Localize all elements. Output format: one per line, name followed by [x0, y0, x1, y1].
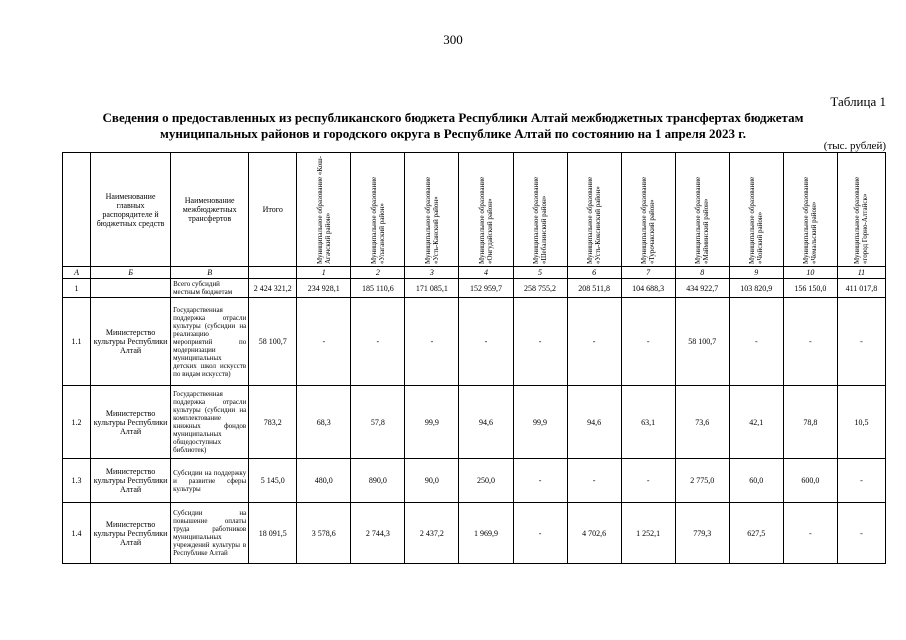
- header-municipality: Муниципальное образование «Усть-Коксинский район»: [567, 153, 621, 267]
- col-number: 4: [459, 267, 513, 279]
- value-cell: -: [513, 459, 567, 503]
- col-number: 2: [351, 267, 405, 279]
- total-cell: 5 145,0: [249, 459, 297, 503]
- value-cell: -: [837, 459, 885, 503]
- value-cell: -: [783, 503, 837, 564]
- value-cell: 58 100,7: [675, 298, 729, 386]
- document-title: [60, 110, 846, 142]
- ministry-cell: Министерство культуры Республики Алтай: [91, 503, 171, 564]
- header-ministry: Наименование главных распорядителе й бюджетных средств: [91, 153, 171, 267]
- value-cell: 3 578,6: [297, 503, 351, 564]
- header-municipality: Муниципальное образование «Кош-Агачский район»: [297, 153, 351, 267]
- transfer-name-cell: Субсидии на повышение оплаты труда работников муниципальных учреждений культуры в Республике Алтай: [171, 503, 249, 564]
- header-municipality: Муниципальное образование «Чойский район»: [729, 153, 783, 267]
- header-municipality: Муниципальное образование «Усть-Канский район»: [405, 153, 459, 267]
- value-cell: 1 252,1: [621, 503, 675, 564]
- value-cell: 171 085,1: [405, 279, 459, 298]
- header-municipality: Муниципальное образование «Улаганский район»: [351, 153, 405, 267]
- total-cell: 783,2: [249, 386, 297, 459]
- transfer-name-cell: Государственная поддержка отрасли культуры (субсидии на реализацию мероприятий по модернизации муниципальных детских школ искусств по видам искусств): [171, 298, 249, 386]
- row-number: 1.3: [63, 459, 91, 503]
- col-number: Б: [91, 267, 171, 279]
- ministry-cell: Министерство культуры Республики Алтай: [91, 298, 171, 386]
- ministry-cell: Министерство культуры Республики Алтай: [91, 459, 171, 503]
- value-cell: 890,0: [351, 459, 405, 503]
- header-municipality: Муниципальное образование «Шебалинский район»: [513, 153, 567, 267]
- value-cell: 250,0: [459, 459, 513, 503]
- value-cell: -: [297, 298, 351, 386]
- col-number: 10: [783, 267, 837, 279]
- value-cell: 99,9: [513, 386, 567, 459]
- value-cell: -: [621, 459, 675, 503]
- value-cell: 234 928,1: [297, 279, 351, 298]
- value-cell: -: [729, 298, 783, 386]
- transfer-name-cell: Субсидии на поддержку и развитие сферы культуры: [171, 459, 249, 503]
- total-cell: 58 100,7: [249, 298, 297, 386]
- value-cell: -: [567, 459, 621, 503]
- value-cell: 78,8: [783, 386, 837, 459]
- col-number: 9: [729, 267, 783, 279]
- value-cell: -: [513, 298, 567, 386]
- ministry-cell: [91, 279, 171, 298]
- value-cell: 2 744,3: [351, 503, 405, 564]
- value-cell: 57,8: [351, 386, 405, 459]
- header-municipality: Муниципальное образование «Турочакский район»: [621, 153, 675, 267]
- row-number: 1.1: [63, 298, 91, 386]
- value-cell: 434 922,7: [675, 279, 729, 298]
- header-municipality: Муниципальное образование «Майминский район»: [675, 153, 729, 267]
- value-cell: 68,3: [297, 386, 351, 459]
- value-cell: 627,5: [729, 503, 783, 564]
- value-cell: -: [405, 298, 459, 386]
- value-cell: -: [837, 503, 885, 564]
- table-label: Таблица 1: [830, 94, 886, 109]
- header-col-a: [63, 153, 91, 267]
- value-cell: 1 969,9: [459, 503, 513, 564]
- value-cell: 411 017,8: [837, 279, 885, 298]
- value-cell: -: [459, 298, 513, 386]
- value-cell: 10,5: [837, 386, 885, 459]
- value-cell: 99,9: [405, 386, 459, 459]
- page-number: 300: [443, 32, 463, 47]
- value-cell: 152 959,7: [459, 279, 513, 298]
- value-cell: 90,0: [405, 459, 459, 503]
- header-municipality: Муниципальное образование «Чемальский район»: [783, 153, 837, 267]
- col-number: А: [63, 267, 91, 279]
- total-cell: 2 424 321,2: [249, 279, 297, 298]
- value-cell: -: [621, 298, 675, 386]
- row-number: 1.4: [63, 503, 91, 564]
- value-cell: -: [513, 503, 567, 564]
- col-number: 3: [405, 267, 459, 279]
- col-number: В: [171, 267, 249, 279]
- value-cell: 94,6: [459, 386, 513, 459]
- title-line-1: Сведения о предоставленных из республиканского бюджета Республики Алтай межбюджетных трансфертах бюджетам: [102, 110, 804, 125]
- table-body: [63, 279, 886, 564]
- value-cell: 2 775,0: [675, 459, 729, 503]
- col-number: 11: [837, 267, 885, 279]
- header-total: Итого: [249, 153, 297, 267]
- value-cell: 73,6: [675, 386, 729, 459]
- column-numbering-row: [63, 267, 886, 279]
- row-number: 1.2: [63, 386, 91, 459]
- units-label: (тыс. рублей): [823, 140, 886, 152]
- value-cell: -: [783, 298, 837, 386]
- value-cell: 600,0: [783, 459, 837, 503]
- col-number: 1: [297, 267, 351, 279]
- header-municipality: Муниципальное образование «город Горно-Алтайск»: [837, 153, 885, 267]
- col-number: 8: [675, 267, 729, 279]
- value-cell: 42,1: [729, 386, 783, 459]
- table-row: [63, 386, 886, 459]
- value-cell: 94,6: [567, 386, 621, 459]
- value-cell: 4 702,6: [567, 503, 621, 564]
- header-municipality: Муниципальное образование «Онгудайский район»: [459, 153, 513, 267]
- value-cell: -: [837, 298, 885, 386]
- value-cell: 63,1: [621, 386, 675, 459]
- header-transfer-name: Наименование межбюджетных трансфертов: [171, 153, 249, 267]
- value-cell: 258 755,2: [513, 279, 567, 298]
- value-cell: 103 820,9: [729, 279, 783, 298]
- col-number: 6: [567, 267, 621, 279]
- total-row: [63, 279, 886, 298]
- value-cell: -: [351, 298, 405, 386]
- value-cell: 104 688,3: [621, 279, 675, 298]
- value-cell: 779,3: [675, 503, 729, 564]
- value-cell: 480,0: [297, 459, 351, 503]
- value-cell: 2 437,2: [405, 503, 459, 564]
- title-line-2: муниципальных районов и городского округа в Республике Алтай по состоянию на 1 апреля 2023 г.: [160, 126, 746, 141]
- transfers-table: [62, 152, 886, 564]
- row-number: 1: [63, 279, 91, 298]
- table-row: [63, 503, 886, 564]
- header-row: [63, 153, 886, 267]
- transfer-name-cell: Всего субсидий местным бюджетам: [171, 279, 249, 298]
- table-row: [63, 298, 886, 386]
- col-number: 7: [621, 267, 675, 279]
- value-cell: 156 150,0: [783, 279, 837, 298]
- ministry-cell: Министерство культуры Республики Алтай: [91, 386, 171, 459]
- value-cell: 60,0: [729, 459, 783, 503]
- col-number: [249, 267, 297, 279]
- total-cell: 18 091,5: [249, 503, 297, 564]
- value-cell: 185 110,6: [351, 279, 405, 298]
- col-number: 5: [513, 267, 567, 279]
- table-row: [63, 459, 886, 503]
- value-cell: 208 511,8: [567, 279, 621, 298]
- transfer-name-cell: Государственная поддержка отрасли культуры (субсидии на комплектование книжных фондов муниципальных общедоступных библиотек): [171, 386, 249, 459]
- value-cell: -: [567, 298, 621, 386]
